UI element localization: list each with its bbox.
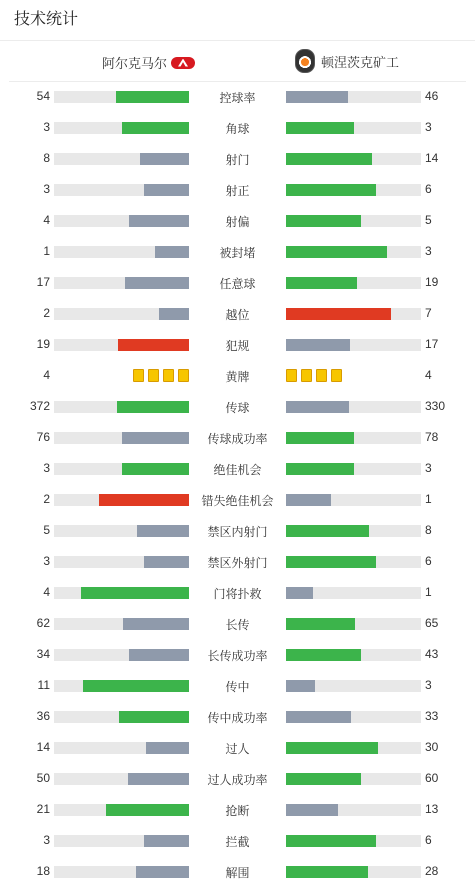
stat-row bbox=[0, 392, 475, 423]
away-stat-bar bbox=[286, 91, 421, 103]
stat-label: 拦截 bbox=[225, 835, 250, 849]
home-stat-value: 18 bbox=[36, 864, 50, 878]
home-stat-value: 17 bbox=[36, 275, 50, 289]
away-stat-bar-fill bbox=[286, 153, 372, 165]
away-stat-bar bbox=[286, 277, 421, 289]
home-stat-bar-fill bbox=[155, 246, 189, 258]
home-stat-bar bbox=[54, 401, 189, 413]
shakhtar-logo-icon bbox=[295, 49, 315, 73]
yellow-card-icon bbox=[178, 369, 189, 382]
stat-label: 禁区外射门 bbox=[207, 556, 268, 570]
home-stat-value: 62 bbox=[36, 616, 50, 630]
stat-label: 绝佳机会 bbox=[213, 463, 262, 477]
home-stat-bar-fill bbox=[81, 587, 189, 599]
stat-row bbox=[0, 733, 475, 764]
home-stat-value: 2 bbox=[43, 306, 50, 320]
away-stat-bar-fill bbox=[286, 339, 350, 351]
home-stat-bar bbox=[54, 122, 189, 134]
stat-label: 射门 bbox=[225, 153, 250, 167]
away-stat-value: 1 bbox=[425, 585, 432, 599]
home-stat-bar bbox=[54, 773, 189, 785]
home-stat-bar bbox=[54, 587, 189, 599]
away-yellow-cards bbox=[286, 369, 342, 382]
stat-label: 犯规 bbox=[225, 339, 250, 353]
home-stat-value: 4 bbox=[43, 585, 50, 599]
away-stat-bar bbox=[286, 215, 421, 227]
home-stat-bar bbox=[54, 153, 189, 165]
stat-row bbox=[0, 454, 475, 485]
stat-label: 传球成功率 bbox=[207, 432, 268, 446]
stat-label: 越位 bbox=[225, 308, 250, 322]
away-stat-bar-fill bbox=[286, 680, 315, 692]
yellow-card-icon bbox=[301, 369, 312, 382]
away-stat-bar-fill bbox=[286, 246, 387, 258]
away-stat-bar bbox=[286, 835, 421, 847]
home-stat-value: 3 bbox=[43, 554, 50, 568]
home-stat-bar bbox=[54, 277, 189, 289]
stat-row bbox=[0, 826, 475, 857]
home-stat-value: 5 bbox=[43, 523, 50, 537]
home-stat-bar bbox=[54, 308, 189, 320]
away-stat-value: 30 bbox=[425, 740, 439, 754]
home-stat-value: 11 bbox=[37, 678, 50, 692]
away-stat-value: 43 bbox=[425, 647, 439, 661]
home-stat-bar-fill bbox=[146, 742, 189, 754]
stat-label: 射偏 bbox=[225, 215, 250, 229]
stat-row bbox=[0, 764, 475, 795]
stat-row bbox=[0, 175, 475, 206]
away-stat-value: 7 bbox=[425, 306, 432, 320]
home-stat-value: 1 bbox=[43, 244, 50, 258]
away-stat-bar bbox=[286, 556, 421, 568]
away-stat-bar-fill bbox=[286, 618, 355, 630]
away-stat-value: 3 bbox=[425, 461, 432, 475]
home-stat-bar bbox=[54, 680, 189, 692]
away-stat-bar-fill bbox=[286, 401, 349, 413]
home-stat-bar-fill bbox=[144, 835, 189, 847]
away-stat-value: 78 bbox=[425, 430, 439, 444]
away-stat-bar-fill bbox=[286, 432, 354, 444]
yellow-card-icon bbox=[133, 369, 144, 382]
stat-row bbox=[0, 795, 475, 826]
away-team-name: 顿涅茨克矿工 bbox=[321, 54, 400, 70]
home-stat-bar-fill bbox=[106, 804, 189, 816]
away-stat-value: 4 bbox=[425, 368, 432, 382]
away-stat-value: 3 bbox=[425, 120, 432, 134]
away-stat-bar-fill bbox=[286, 184, 376, 196]
stat-label: 过人成功率 bbox=[207, 773, 268, 787]
away-stat-bar bbox=[286, 773, 421, 785]
stat-row bbox=[0, 206, 475, 237]
home-stat-bar-fill bbox=[159, 308, 189, 320]
home-stat-bar-fill bbox=[122, 463, 190, 475]
away-stat-bar bbox=[286, 866, 421, 878]
away-stat-bar-fill bbox=[286, 494, 331, 506]
away-stat-bar-fill bbox=[286, 122, 354, 134]
home-stat-value: 8 bbox=[43, 151, 50, 165]
home-stat-bar-fill bbox=[144, 556, 189, 568]
yellow-card-icon bbox=[331, 369, 342, 382]
home-stat-value: 372 bbox=[29, 399, 50, 413]
home-stat-bar-fill bbox=[116, 91, 189, 103]
stat-row bbox=[0, 82, 475, 113]
home-stat-value: 21 bbox=[36, 802, 50, 816]
home-stat-value: 34 bbox=[36, 647, 50, 661]
stat-label: 过人 bbox=[225, 742, 250, 756]
away-stat-bar-fill bbox=[286, 556, 376, 568]
away-stat-bar-fill bbox=[286, 525, 369, 537]
away-stat-bar-fill bbox=[286, 91, 348, 103]
stat-row bbox=[0, 144, 475, 175]
stat-label: 长传成功率 bbox=[207, 649, 268, 663]
home-stat-value: 19 bbox=[36, 337, 50, 351]
yellow-card-icon bbox=[316, 369, 327, 382]
stat-row bbox=[0, 330, 475, 361]
home-stat-value: 50 bbox=[36, 771, 50, 785]
home-stat-bar-fill bbox=[129, 215, 189, 227]
stat-label: 传中成功率 bbox=[207, 711, 268, 725]
home-yellow-cards bbox=[133, 369, 189, 382]
away-stat-bar bbox=[286, 711, 421, 723]
stat-label: 黄牌 bbox=[225, 370, 250, 384]
home-stat-bar-fill bbox=[140, 153, 189, 165]
home-stat-bar-fill bbox=[125, 277, 189, 289]
away-stat-bar-fill bbox=[286, 587, 313, 599]
away-stat-bar-fill bbox=[286, 308, 391, 320]
home-stat-bar-fill bbox=[123, 618, 189, 630]
home-team-name: 阿尔克马尔 bbox=[102, 56, 168, 71]
home-stat-bar bbox=[54, 742, 189, 754]
stat-label: 射正 bbox=[225, 184, 250, 198]
away-stat-value: 60 bbox=[425, 771, 439, 785]
stat-row bbox=[0, 485, 475, 516]
stat-row bbox=[0, 113, 475, 144]
stat-row bbox=[0, 268, 475, 299]
away-stat-value: 19 bbox=[425, 275, 439, 289]
home-team[interactable] bbox=[102, 53, 195, 72]
home-stat-value: 54 bbox=[36, 89, 50, 103]
stat-label: 控球率 bbox=[219, 91, 256, 105]
away-stat-value: 33 bbox=[425, 709, 439, 723]
home-stat-bar bbox=[54, 866, 189, 878]
away-stat-bar bbox=[286, 153, 421, 165]
home-stat-value: 4 bbox=[43, 368, 50, 382]
away-stat-bar bbox=[286, 246, 421, 258]
away-stat-bar bbox=[286, 401, 421, 413]
home-stat-value: 14 bbox=[36, 740, 50, 754]
away-stat-bar bbox=[286, 432, 421, 444]
stat-label: 解围 bbox=[225, 866, 250, 880]
away-stat-bar bbox=[286, 742, 421, 754]
stat-row bbox=[0, 857, 475, 888]
away-stat-bar-fill bbox=[286, 866, 368, 878]
stat-row bbox=[0, 516, 475, 547]
stat-row bbox=[0, 423, 475, 454]
home-stat-bar bbox=[54, 835, 189, 847]
away-stat-bar bbox=[286, 618, 421, 630]
away-stat-value: 5 bbox=[425, 213, 432, 227]
away-stat-bar bbox=[286, 649, 421, 661]
az-logo-icon bbox=[171, 57, 195, 69]
stat-label: 传中 bbox=[225, 680, 250, 694]
home-stat-value: 3 bbox=[43, 182, 50, 196]
home-stat-bar-fill bbox=[137, 525, 189, 537]
away-stat-bar-fill bbox=[286, 773, 361, 785]
home-stat-bar bbox=[54, 618, 189, 630]
away-stat-bar bbox=[286, 525, 421, 537]
away-stat-bar-fill bbox=[286, 649, 361, 661]
teams-header bbox=[9, 41, 466, 82]
stat-label: 抢断 bbox=[225, 804, 250, 818]
stat-row bbox=[0, 702, 475, 733]
yellow-card-icon bbox=[163, 369, 174, 382]
home-stat-bar-fill bbox=[118, 339, 189, 351]
stat-row bbox=[0, 671, 475, 702]
stat-row bbox=[0, 299, 475, 330]
home-stat-bar bbox=[54, 432, 189, 444]
stat-row bbox=[0, 361, 475, 392]
home-stat-bar bbox=[54, 246, 189, 258]
away-stat-bar bbox=[286, 122, 421, 134]
home-stat-bar bbox=[54, 463, 189, 475]
home-stat-value: 3 bbox=[43, 120, 50, 134]
home-stat-bar-fill bbox=[122, 432, 189, 444]
home-stat-bar bbox=[54, 804, 189, 816]
yellow-card-icon bbox=[148, 369, 159, 382]
stat-label: 门将扑救 bbox=[213, 587, 262, 601]
home-stat-bar-fill bbox=[129, 649, 189, 661]
yellow-card-icon bbox=[286, 369, 297, 382]
stat-label: 传球 bbox=[225, 401, 250, 415]
away-stat-value: 6 bbox=[425, 182, 432, 196]
away-stat-value: 65 bbox=[425, 616, 439, 630]
stat-label: 被封堵 bbox=[219, 246, 256, 260]
stat-row bbox=[0, 640, 475, 671]
home-stat-bar bbox=[54, 184, 189, 196]
away-stat-bar-fill bbox=[286, 277, 357, 289]
home-stat-bar-fill bbox=[128, 773, 189, 785]
stat-row bbox=[0, 609, 475, 640]
home-stat-bar-fill bbox=[144, 184, 189, 196]
home-stat-value: 76 bbox=[36, 430, 50, 444]
home-stat-bar-fill bbox=[99, 494, 189, 506]
away-stat-bar bbox=[286, 339, 421, 351]
away-stat-bar-fill bbox=[286, 804, 338, 816]
home-stat-bar-fill bbox=[119, 711, 189, 723]
home-stat-bar-fill bbox=[117, 401, 189, 413]
home-stat-bar bbox=[54, 525, 189, 537]
home-stat-bar-fill bbox=[136, 866, 189, 878]
home-stat-bar bbox=[54, 711, 189, 723]
stat-row bbox=[0, 547, 475, 578]
home-stat-value: 36 bbox=[36, 709, 50, 723]
away-stat-value: 6 bbox=[425, 833, 432, 847]
home-stat-bar bbox=[54, 339, 189, 351]
home-stat-value: 4 bbox=[43, 213, 50, 227]
away-team[interactable] bbox=[295, 49, 399, 73]
home-stat-value: 2 bbox=[43, 492, 50, 506]
away-stat-value: 14 bbox=[425, 151, 439, 165]
stat-row bbox=[0, 237, 475, 268]
away-stat-bar-fill bbox=[286, 742, 378, 754]
away-stat-value: 1 bbox=[425, 492, 432, 506]
away-stat-bar bbox=[286, 463, 421, 475]
away-stat-value: 6 bbox=[425, 554, 432, 568]
stat-label: 错失绝佳机会 bbox=[201, 494, 274, 508]
home-stat-value: 3 bbox=[43, 461, 50, 475]
home-stat-bar bbox=[54, 649, 189, 661]
away-stat-value: 3 bbox=[425, 244, 432, 258]
away-stat-value: 46 bbox=[425, 89, 439, 103]
away-stat-bar-fill bbox=[286, 711, 351, 723]
away-stat-bar bbox=[286, 804, 421, 816]
away-stat-value: 8 bbox=[425, 523, 432, 537]
home-stat-bar bbox=[54, 215, 189, 227]
away-stat-bar-fill bbox=[286, 835, 376, 847]
stats-list bbox=[0, 82, 475, 888]
stat-label: 禁区内射门 bbox=[207, 525, 268, 539]
away-stat-bar bbox=[286, 184, 421, 196]
away-stat-value: 3 bbox=[425, 678, 432, 692]
away-stat-value: 28 bbox=[425, 864, 439, 878]
away-stat-bar-fill bbox=[286, 463, 354, 475]
away-stat-bar bbox=[286, 587, 421, 599]
home-stat-bar bbox=[54, 494, 189, 506]
away-stat-value: 330 bbox=[425, 399, 446, 413]
home-stat-bar bbox=[54, 556, 189, 568]
away-stat-bar bbox=[286, 308, 421, 320]
away-stat-bar bbox=[286, 680, 421, 692]
page-title: 技术统计 bbox=[0, 0, 475, 41]
away-stat-bar-fill bbox=[286, 215, 361, 227]
stat-row bbox=[0, 578, 475, 609]
away-stat-bar bbox=[286, 494, 421, 506]
away-stat-value: 13 bbox=[425, 802, 439, 816]
stat-label: 任意球 bbox=[219, 277, 256, 291]
stat-label: 角球 bbox=[225, 122, 250, 136]
home-stat-value: 3 bbox=[43, 833, 50, 847]
home-stat-bar-fill bbox=[122, 122, 190, 134]
home-stat-bar bbox=[54, 91, 189, 103]
home-stat-bar-fill bbox=[83, 680, 189, 692]
away-stat-value: 17 bbox=[425, 337, 439, 351]
stat-label: 长传 bbox=[225, 618, 250, 632]
